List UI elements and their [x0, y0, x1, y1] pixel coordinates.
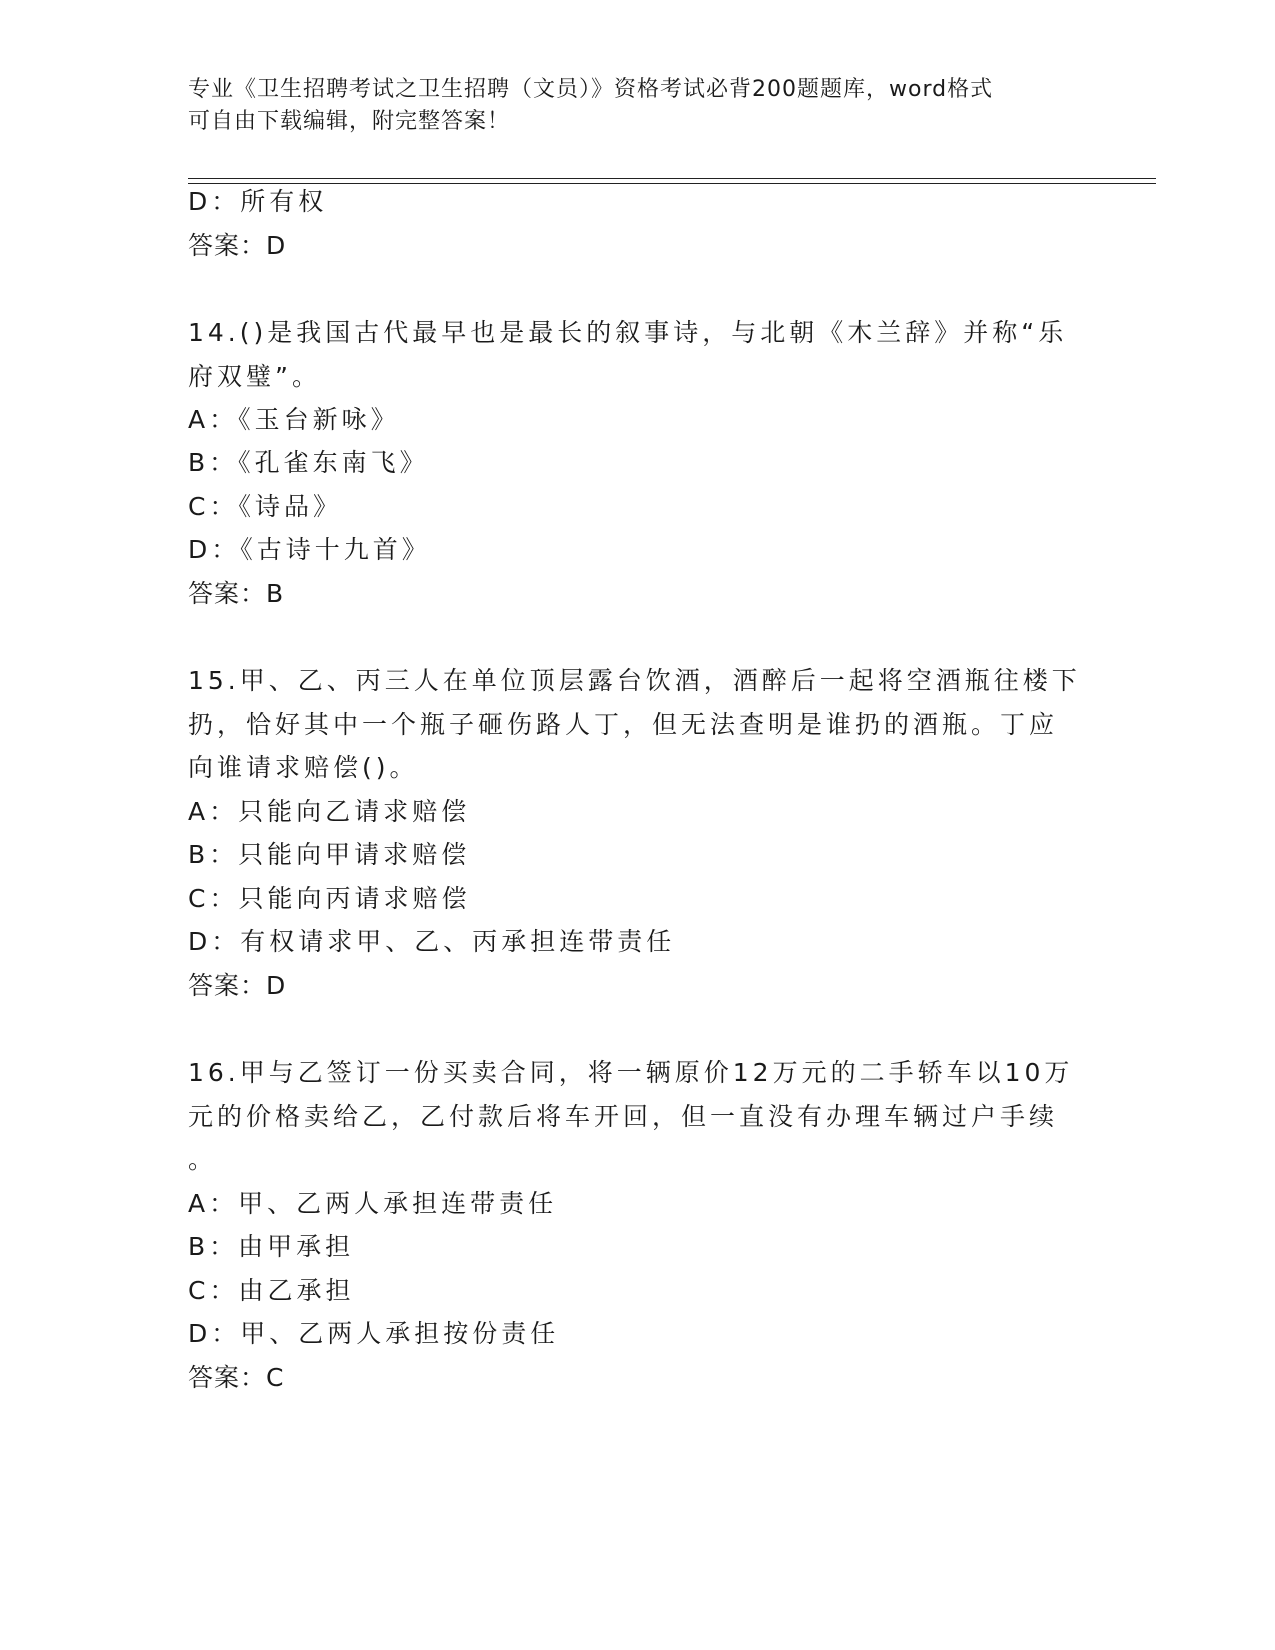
q15-answer: 答案：D — [188, 971, 287, 1000]
q16-answer: 答案：C — [188, 1363, 285, 1392]
q14-stem-line-2: 府双璧”。 — [188, 362, 321, 391]
q15-stem-line-2: 扔，恰好其中一个瓶子砸伤路人丁，但无法查明是谁扔的酒瓶。丁应 — [188, 710, 1059, 739]
q15-stem-line-1: 15.甲、乙、丙三人在单位顶层露台饮酒，酒醉后一起将空酒瓶往楼下 — [188, 666, 1081, 695]
q15-option-b: B：只能向甲请求赔偿 — [188, 840, 471, 869]
q14-option-a: A：《玉台新咏》 — [188, 405, 400, 434]
prev-answer: 答案：D — [188, 231, 287, 260]
q16-stem-line-3: 。 — [188, 1145, 218, 1174]
header-line-1: 专业《卫生招聘考试之卫生招聘（文员）》资格考试必背200题题库，word格式 — [188, 77, 994, 102]
q16-option-d: D：甲、乙两人承担按份责任 — [188, 1319, 560, 1348]
q14-option-b: B：《孔雀东南飞》 — [188, 448, 429, 477]
header-divider-top — [188, 178, 1156, 179]
q15-option-c: C：只能向丙请求赔偿 — [188, 884, 471, 913]
q15-option-d: D：有权请求甲、乙、丙承担连带责任 — [188, 927, 676, 956]
q16-option-a: A：甲、乙两人承担连带责任 — [188, 1189, 558, 1218]
q14-answer: 答案：B — [188, 579, 285, 608]
q15-stem-line-3: 向谁请求赔偿()。 — [188, 753, 419, 782]
q16-stem-line-2: 元的价格卖给乙，乙付款后将车开回，但一直没有办理车辆过户手续 — [188, 1102, 1059, 1131]
q16-stem-line-1: 16.甲与乙签订一份买卖合同，将一辆原价12万元的二手轿车以10万 — [188, 1058, 1074, 1087]
q16-option-c: C：由乙承担 — [188, 1276, 355, 1305]
q14-option-d: D：《古诗十九首》 — [188, 535, 431, 564]
q14-option-c: C：《诗品》 — [188, 492, 342, 521]
q14-stem-line-1: 14.()是我国古代最早也是最长的叙事诗，与北朝《木兰辞》并称“乐 — [188, 318, 1068, 347]
prev-option-d: D：所有权 — [188, 187, 328, 216]
header-divider-bottom — [188, 183, 1156, 184]
q15-option-a: A：只能向乙请求赔偿 — [188, 797, 471, 826]
document-header — [188, 74, 1068, 138]
header-line-2: 可自由下载编辑，附完整答案！ — [188, 109, 511, 134]
q16-option-b: B：由甲承担 — [188, 1232, 355, 1261]
